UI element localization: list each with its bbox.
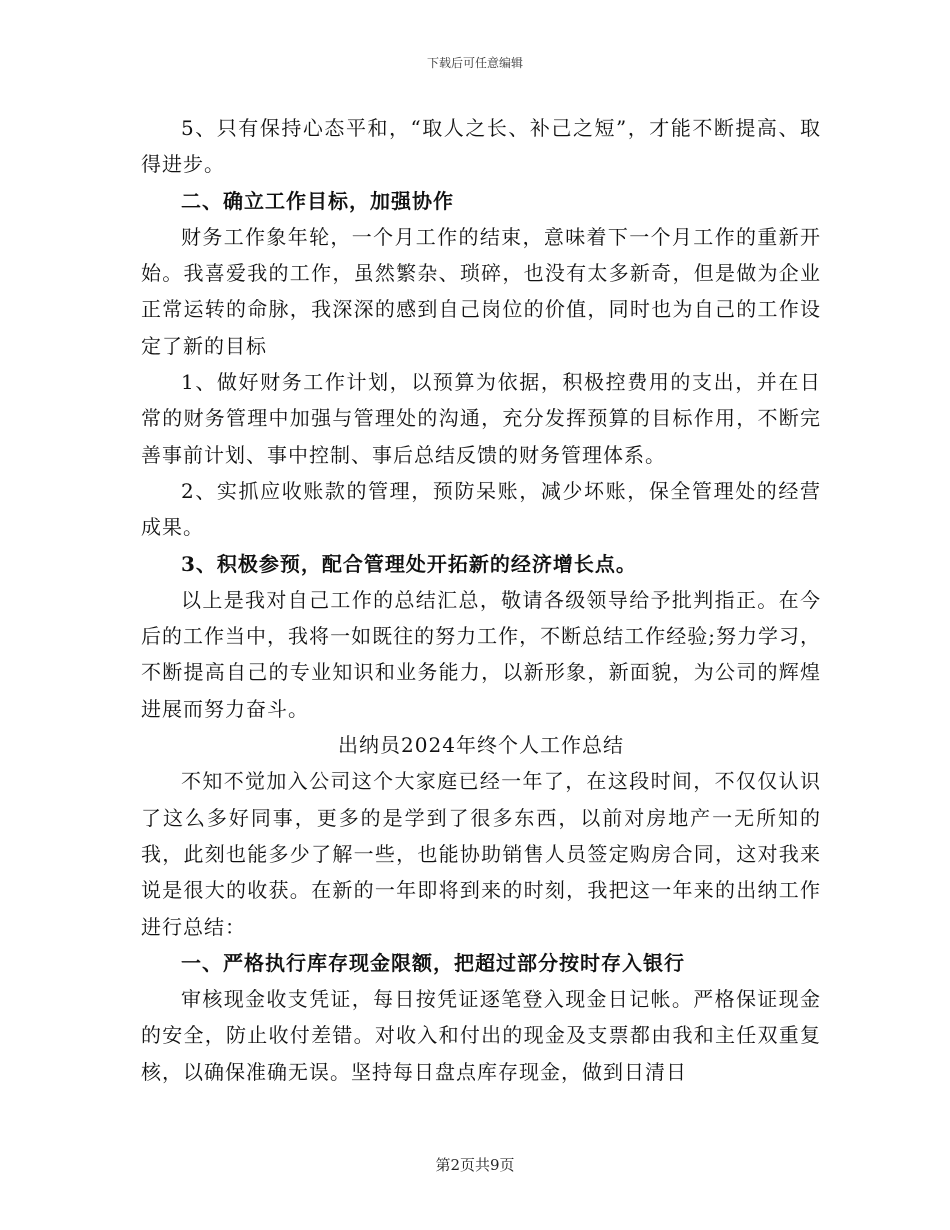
- document-title-cashier-summary: 出纳员2024年终个人工作总结: [338, 733, 624, 758]
- paragraph-cash-handling: 审核现金收支凭证，每日按凭证逐笔登入现金日记帐。严格保证现金的安全，防止收付差错。对收入和付出的现金及支票都由我和主任双重复核，以确保准确无误。坚持每日盘点库存现金，做到日清日: [141, 987, 821, 1084]
- section-heading-work-goals: 二、确立工作目标，加强协作: [181, 188, 454, 213]
- document-body: [141, 110, 821, 1090]
- paragraph-plan-2: 2、实抓应收账款的管理，预防呆账，减少坏账，保全管理处的经营成果。: [141, 478, 821, 540]
- paragraph-finance-work: 财务工作象年轮，一个月工作的结束，意味着下一个月工作的重新开始。我喜爱我的工作，虽然繁杂、琐碎，也没有太多新奇，但是做为企业正常运转的命脉，我深深的感到自己岗位的价值，同时也为自己的工作设定了新的目标: [141, 224, 821, 358]
- page-number-footer: 第2页共9页: [435, 1156, 515, 1174]
- paragraph-cashier-intro: 不知不觉加入公司这个大家庭已经一年了，在这段时间，不仅仅认识了这么多好同事，更多的是学到了很多东西，以前对房地产一无所知的我，此刻也能多少了解一些，也能协助销售人员签定购房合同，这对我来说是很大的收获。在新的一年即将到来的时刻，我把这一年来的出纳工作进行总结：: [141, 769, 821, 939]
- paragraph-plan-1: 1、做好财务工作计划，以预算为依据，积极控费用的支出，并在日常的财务管理中加强与管理处的沟通，充分发挥预算的目标作用，不断完善事前计划、事中控制、事后总结反馈的财务管理体系。: [141, 370, 821, 467]
- section-heading-cash-limit: 一、严格执行库存现金限额，把超过部分按时存入银行: [181, 950, 685, 975]
- section-heading-plan-3: 3、积极参预，配合管理处开拓新的经济增长点。: [181, 551, 637, 576]
- paragraph-summary-closing: 以上是我对自己工作的总结汇总，敬请各级领导给予批判指正。在今后的工作当中，我将一如既往的努力工作，不断总结工作经验;努力学习，不断提高自己的专业知识和业务能力，以新形象，新面貌，为公司的辉煌进展而努力奋斗。: [141, 587, 821, 721]
- paragraph-keep-calm: 5、只有保持心态平和，“取人之长、补己之短”，才能不断提高、取得进步。: [141, 116, 821, 177]
- page-header-note: 下载后可任意编辑: [426, 56, 523, 70]
